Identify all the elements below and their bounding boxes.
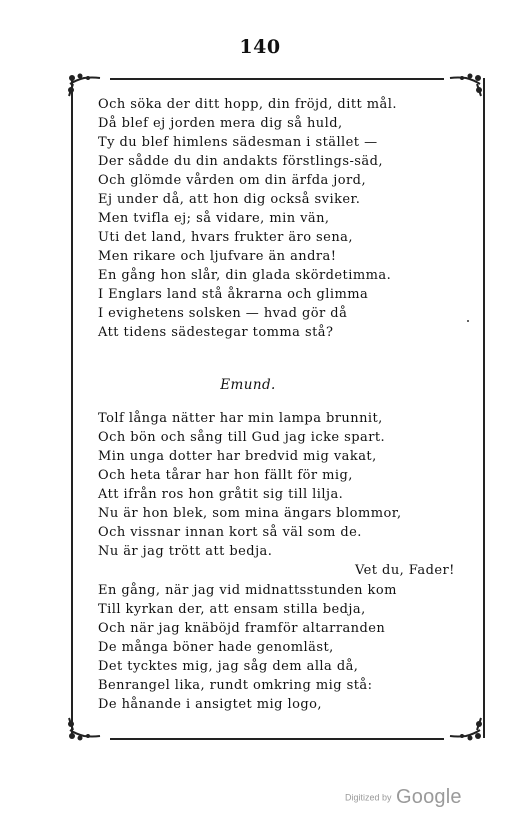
poem-line: Och heta tårar har hon fällt för mig, bbox=[98, 468, 353, 483]
poem-line: Men rikare och ljufvare än andra! bbox=[98, 249, 337, 264]
poem-line: Uti det land, hvars frukter äro sena, bbox=[98, 230, 353, 245]
poem-line: Att tidens sädestegar tomma stå? bbox=[98, 325, 334, 340]
frame-bottom-rule bbox=[110, 738, 444, 740]
poem-line: Och vissnar innan kort så väl som de. bbox=[98, 525, 362, 540]
poem-line: Och när jag knäböjd framför altarranden bbox=[98, 621, 386, 636]
watermark-prefix: Digitized by bbox=[345, 792, 392, 803]
speaker-line: Vet du, Fader! bbox=[355, 563, 455, 578]
poem-line: De många böner hade genomläst, bbox=[98, 640, 334, 655]
page-number: 140 bbox=[239, 36, 281, 58]
poem-line: I evighetens solsken — hvad gör då bbox=[98, 306, 348, 321]
ornament-bottom-right-icon bbox=[448, 716, 484, 744]
poem-line: Och glömde vården om din ärfda jord, bbox=[98, 173, 367, 188]
ornament-bottom-left-icon bbox=[66, 716, 102, 744]
poem-line: Benrangel lika, rundt omkring mig stå: bbox=[98, 678, 373, 693]
poem-line: Ty du blef himlens sädesman i stället — bbox=[98, 135, 378, 150]
watermark-brand: Google bbox=[395, 786, 462, 808]
poem-line: Det tycktes mig, jag såg dem alla då, bbox=[98, 659, 359, 674]
speaker-heading: Emund. bbox=[220, 377, 276, 393]
ornament-top-right-icon bbox=[448, 70, 484, 98]
poem-line: Då blef ej jorden mera dig så huld, bbox=[98, 116, 343, 131]
poem-line: I Englars land stå åkrarna och glimma bbox=[98, 287, 369, 302]
poem-line: De hånande i ansigtet mig logo, bbox=[98, 697, 323, 712]
poem-line: Att ifrån ros hon gråtit sig till lilja. bbox=[98, 487, 344, 502]
poem-line: En gång hon slår, din glada skördetimma. bbox=[98, 268, 392, 283]
frame-top-rule bbox=[110, 78, 444, 80]
margin-speck bbox=[467, 320, 469, 322]
poem-line: En gång, när jag vid midnattsstunden kom bbox=[98, 583, 397, 598]
poem-line: Och bön och sång till Gud jag icke spart. bbox=[98, 430, 386, 445]
digitized-watermark bbox=[345, 786, 462, 809]
poem-line: Och söka der ditt hopp, din fröjd, ditt mål. bbox=[98, 97, 397, 112]
poem-line: Men tvifla ej; så vidare, min vän, bbox=[98, 211, 330, 226]
poem-line: Ej under då, att hon dig också sviker. bbox=[98, 192, 361, 207]
poem-line: Tolf långa nätter har min lampa brunnit, bbox=[98, 411, 383, 426]
poem-line: Nu är jag trött att bedja. bbox=[98, 544, 273, 559]
ornament-top-left-icon bbox=[66, 70, 102, 98]
poem-line: Der sådde du din andakts förstlings-säd, bbox=[98, 154, 383, 169]
poem-line: Nu är hon blek, som mina ängars blommor, bbox=[98, 506, 402, 521]
poem-line: Till kyrkan der, att ensam stilla bedja, bbox=[98, 602, 366, 617]
poem-line: Min unga dotter har bredvid mig vakat, bbox=[98, 449, 377, 464]
